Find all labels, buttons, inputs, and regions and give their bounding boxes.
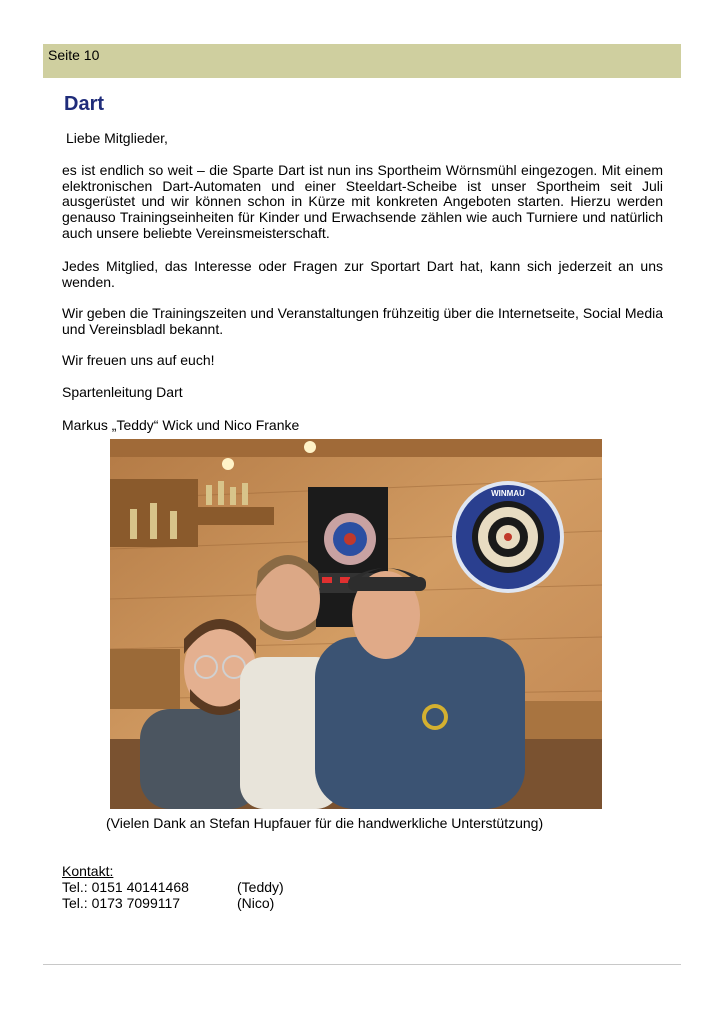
dartboard-brand: WINMAU — [491, 489, 525, 498]
photo-caption: (Vielen Dank an Stefan Hupfauer für die handwerkliche Unterstützung) — [106, 815, 544, 831]
contact-label: Kontakt: — [62, 863, 114, 879]
paragraph-schedule: Wir geben die Trainingszeiten und Veranstaltungen frühzeitig über die Internetseite, Social Media und Vereinsbladl bekannt. — [62, 305, 663, 337]
signature-names: Markus „Teddy“ Wick und Nico Franke — [62, 417, 300, 433]
contact-row — [62, 879, 284, 895]
page-header-bar — [43, 44, 681, 78]
contact-phone: Tel.: 0151 40141468 — [62, 879, 189, 895]
team-photo — [110, 439, 602, 809]
paragraph-closing: Wir freuen uns auf euch! — [62, 352, 215, 368]
article-title: Dart — [64, 93, 105, 115]
page-number-label: Seite 10 — [48, 47, 100, 63]
contact-phone: Tel.: 0173 7099117 — [62, 895, 181, 911]
contact-row — [62, 895, 284, 911]
greeting: Liebe Mitglieder, — [66, 130, 168, 146]
contact-person: (Nico) — [237, 895, 275, 911]
contact-person: (Teddy) — [237, 879, 284, 895]
footer-divider — [43, 964, 681, 965]
paragraph-intro: es ist endlich so weit – die Sparte Dart ist nun ins Sportheim Wörnsmühl eingezogen. Mit einem elektronischen Dart-Automaten und einer Steeldart-Scheibe ist unser Sportheim seit Juli ausgerüstet und wir können schon in Kürze mit konkreten Angeboten starten. Hierzu werden genauso Trainingseinheiten für Kinder und Erwachsende zählen wie auch Turniere und natürlich auch unsere beliebte Vereinsmeisterschaft. — [62, 162, 663, 241]
signature-department: Spartenleitung Dart — [62, 384, 183, 400]
team-photo-illustration — [110, 439, 602, 809]
paragraph-contact-info: Jedes Mitglied, das Interesse oder Fragen zur Sportart Dart hat, kann sich jederzeit an uns wenden. — [62, 258, 663, 290]
contact-block — [62, 863, 284, 911]
